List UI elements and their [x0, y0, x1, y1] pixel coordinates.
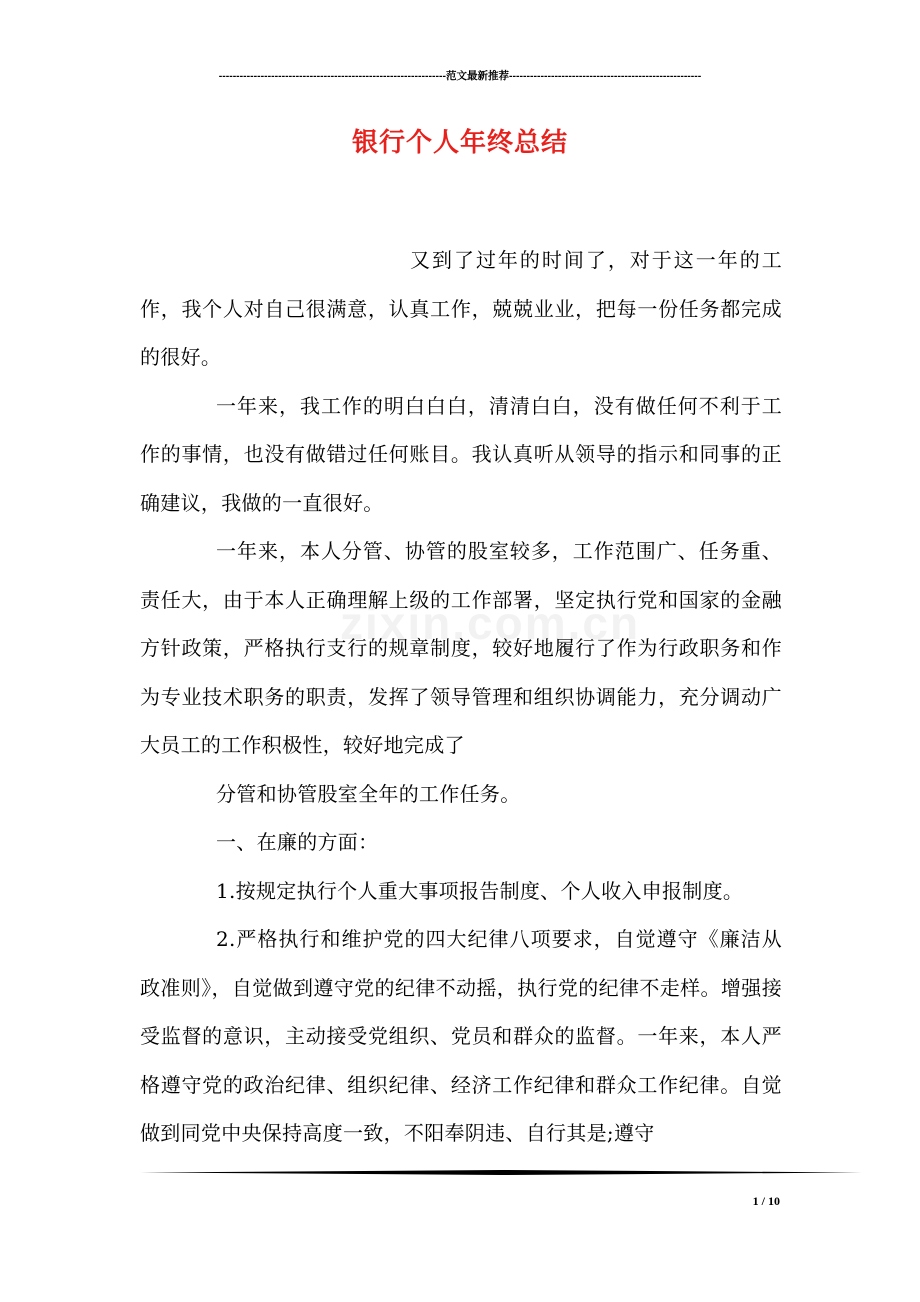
- list-item-1: 1.按规定执行个人重大事项报告制度、个人收入申报制度。: [216, 878, 744, 903]
- paragraph-work-record: 一年来，我工作的明白白白，清清白白，没有做任何不利于工作的事情，也没有做错过任何账目。我认真听从领导的指示和同事的正确建议，我做的一直很好。: [140, 393, 782, 515]
- paragraph-duties-continued: 分管和协管股室全年的工作任务。: [216, 781, 521, 806]
- document-body: [140, 236, 782, 1158]
- document-title: 银行个人年终总结: [351, 128, 568, 158]
- header-label: 范文最新推荐: [445, 70, 509, 82]
- watermark-text: zixin.com.cn: [340, 597, 641, 649]
- header-dashes-right: -------------------------------------------------------: [508, 70, 702, 82]
- paragraph-intro: 又到了过年的时间了，对于这一年的工作，我个人对自己很满意，认真工作，兢兢业业，把每一份任务都完成的很好。: [140, 248, 782, 369]
- header-dashes-left: -----------------------------------------------------------------: [218, 70, 446, 82]
- section-heading-integrity: 一、在廉的方面：: [216, 830, 379, 854]
- list-item-2: 2.严格执行和维护党的四大纪律八项要求，自觉遵守《廉洁从政准则》，自觉做到遵守党的纪律不动摇，执行党的纪律不走样。增强接受监督的意识，主动接受党组织、党员和群众的监督。一年来，本人严格遵守党的政治纪律、组织纪律、经济工作纪律和群众工作纪律。自觉做到同党中央保持高度一致，不阳奉阴违、自行其是;遵守: [140, 927, 782, 1145]
- paragraph-duties: 一年来，本人分管、协管的股室较多，工作范围广、任务重、责任大，由于本人正确理解上级的工作部署，坚定执行党和国家的金融方针政策，严格执行支行的规章制度，较好地履行了作为行政职务和作为专业技术职务的职责，发挥了领导管理和组织协调能力，充分调动广大员工的工作积极性，较好地完成了: [140, 539, 782, 757]
- page-header: [140, 68, 780, 83]
- page-number: 1 / 10: [752, 1194, 780, 1208]
- footer-divider: [140, 1170, 862, 1175]
